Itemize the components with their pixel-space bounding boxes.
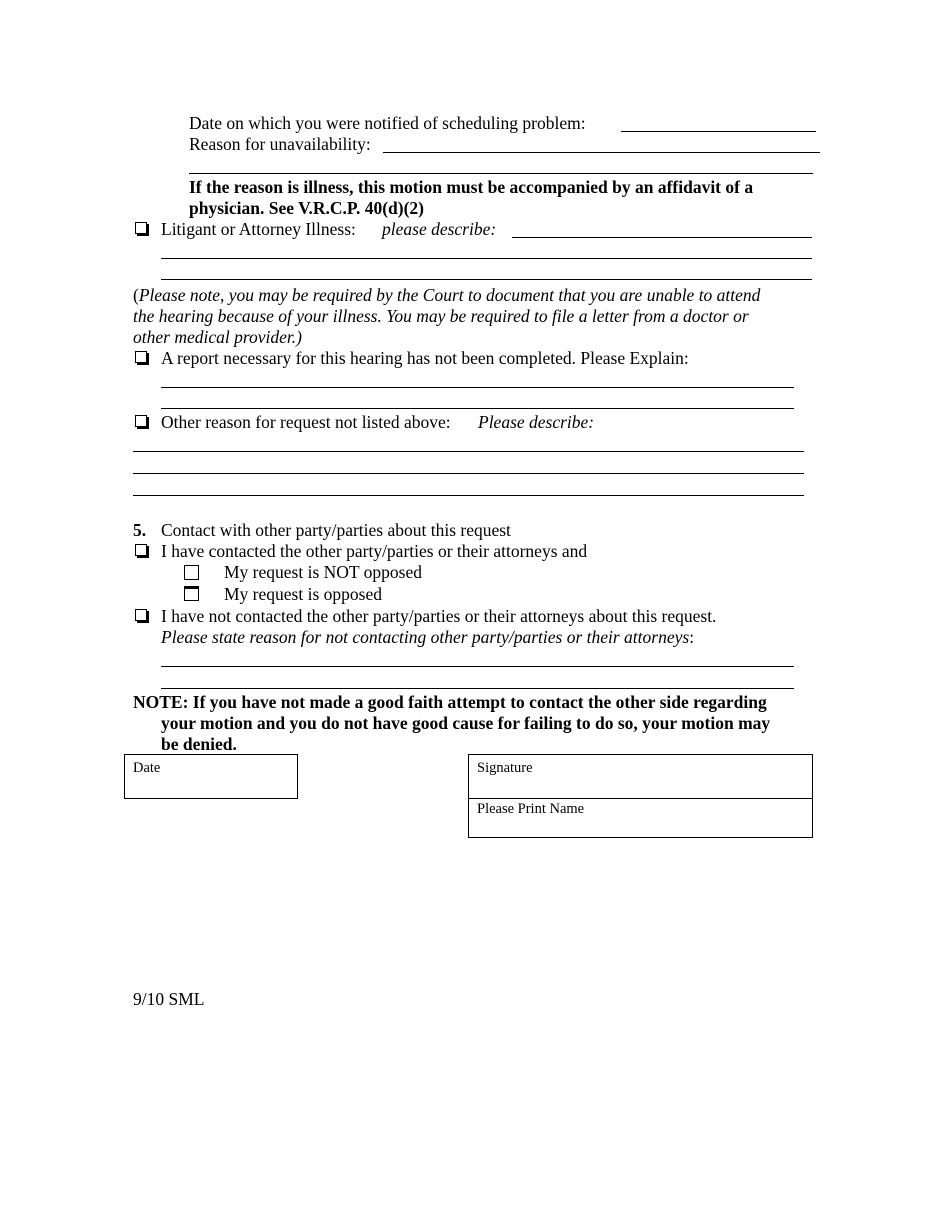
section-5-title: Contact with other party/parties about this request [161, 520, 511, 540]
not-contacted-reason-field-line-2[interactable] [161, 688, 794, 689]
section-5-number: 5. [133, 520, 147, 540]
court-note-text-1: Please note, you may be required by the Court to document that you are unable to attend [138, 285, 761, 305]
report-incomplete-label: A report necessary for this hearing has not been completed. Please Explain: [161, 348, 689, 368]
form-code: 9/10 SML [133, 989, 205, 1009]
not-contacted-reason-text: Please state reason for not contacting other party/parties or their attorneys [161, 627, 690, 647]
report-incomplete-checkbox[interactable] [135, 351, 147, 363]
litigant-illness-field-line-2[interactable] [161, 258, 812, 259]
litigant-illness-label: Litigant or Attorney Illness: [161, 219, 356, 239]
opposed-checkbox[interactable] [184, 586, 199, 601]
other-reason-label: Other reason for request not listed above: [161, 412, 451, 432]
signature-box[interactable] [468, 754, 813, 799]
report-explain-field-line-2[interactable] [161, 408, 794, 409]
opposed-label: My request is opposed [224, 584, 382, 604]
illness-affidavit-note-line-2: physician. See V.R.C.P. 40(d)(2) [189, 198, 424, 218]
unavailability-reason-field-line-2[interactable] [189, 173, 813, 174]
not-contacted-reason-field[interactable] [161, 666, 794, 667]
litigant-illness-field-line-3[interactable] [161, 279, 812, 280]
not-contacted-checkbox[interactable] [135, 609, 147, 621]
print-name-box[interactable] [468, 798, 813, 838]
unavailability-reason-label: Reason for unavailability: [189, 134, 371, 154]
litigant-illness-field[interactable] [512, 237, 812, 238]
contacted-parties-checkbox[interactable] [135, 544, 147, 556]
illness-affidavit-note-line-1: If the reason is illness, this motion must be accompanied by an affidavit of a [189, 177, 754, 197]
other-reason-field-line-3[interactable] [133, 495, 804, 496]
signature-box-label: Signature [477, 760, 533, 776]
unavailability-reason-field[interactable] [383, 152, 820, 153]
contacted-parties-label: I have contacted the other party/parties or their attorneys and [161, 541, 588, 561]
not-contacted-reason-prompt [161, 627, 694, 648]
litigant-illness-prompt: please describe: [382, 219, 497, 239]
court-note-line-1 [133, 285, 760, 306]
print-name-box-label: Please Print Name [477, 801, 585, 817]
notified-date-field[interactable] [621, 131, 816, 132]
court-note-line-3: other medical provider.) [133, 327, 302, 347]
not-contacted-label: I have not contacted the other party/parties or their attorneys about this request. [161, 606, 717, 626]
date-box-label: Date [133, 760, 161, 776]
other-reason-field-line-2[interactable] [133, 473, 804, 474]
other-reason-checkbox[interactable] [135, 415, 147, 427]
not-contacted-reason-colon: : [689, 627, 695, 647]
not-opposed-checkbox[interactable] [184, 565, 199, 580]
not-opposed-label: My request is NOT opposed [224, 562, 422, 582]
good-faith-note-line-1: NOTE: If you have not made a good faith attempt to contact the other side regarding [133, 692, 767, 712]
good-faith-note-line-2: your motion and you do not have good cause for failing to do so, your motion may [161, 713, 771, 733]
litigant-illness-checkbox[interactable] [135, 222, 147, 234]
court-note-open-paren: ( [133, 285, 139, 305]
report-explain-field[interactable] [161, 387, 794, 388]
good-faith-note-line-3: be denied. [161, 734, 237, 754]
court-note-line-2: the hearing because of your illness. You may be required to file a letter from a doctor or [133, 306, 749, 326]
other-reason-prompt: Please describe: [478, 412, 595, 432]
date-box[interactable] [124, 754, 298, 799]
notified-date-label: Date on which you were notified of scheduling problem: [189, 113, 586, 133]
other-reason-field[interactable] [133, 451, 804, 452]
